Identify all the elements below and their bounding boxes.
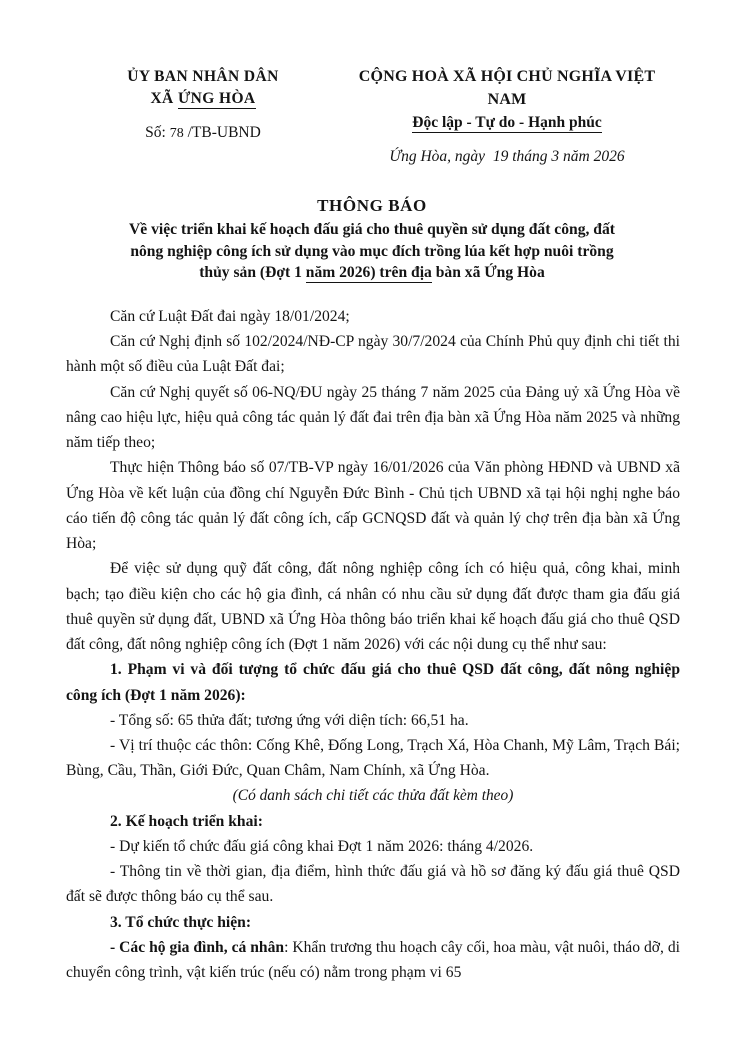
organization-commune-name: ỨNG HÒA bbox=[177, 90, 256, 107]
document-date-value: 19 tháng 3 năm 2026 bbox=[488, 148, 625, 166]
document-subject-line3-underlined: năm 2026) trên địa bbox=[305, 264, 432, 282]
document-subject-line1: Về việc triển khai kế hoạch đấu giá cho thuê quyền sử dụng đất công, đất bbox=[129, 221, 615, 239]
document-type-title: THÔNG BÁO bbox=[317, 196, 427, 216]
section-1-item-total: - Tổng số: 65 thửa đất; tương ứng với diện tích: 66,51 ha. bbox=[110, 711, 469, 729]
national-title: CỘNG HOÀ XÃ HỘI CHỦ NGHĨA VIỆT NAM bbox=[358, 68, 656, 108]
section-1-heading: 1. Phạm vi và đối tượng tổ chức đấu giá cho thuê QSD đất công, đất nông nghiệp công ích (Đợt 1 năm 2026): bbox=[66, 661, 680, 704]
section-2-item-schedule: - Dự kiến tổ chức đấu giá công khai Đợt 1 năm 2026: tháng 4/2026. bbox=[110, 837, 534, 855]
section-1-attachment-note: (Có danh sách chi tiết các thửa đất kèm theo) bbox=[232, 786, 514, 804]
document-number bbox=[68, 124, 338, 142]
legal-basis-paragraph-3: Căn cứ Nghị quyết số 06-NQ/ĐU ngày 25 tháng 7 năm 2025 của Đảng uỷ xã Ứng Hòa về nâng cao hiệu lực, hiệu quả công tác quản lý đất đai trên địa bàn xã Ứng Hòa năm 2025 và những năm tiếp theo; bbox=[66, 383, 680, 452]
section-3-item-households-text: : Khẩn trương thu hoạch cây cối, hoa màu, vật nuôi, tháo dỡ, di chuyển công trình, vật kiến trúc (nếu có) nằm trong phạm vi 65 bbox=[66, 938, 680, 982]
document-subject-line3-post: bàn xã Ứng Hòa bbox=[431, 264, 545, 282]
document-number-label: Số: bbox=[145, 124, 170, 141]
legal-basis-paragraph-1: Căn cứ Luật Đất đai ngày 18/01/2024; bbox=[110, 307, 350, 325]
document-number-value: 78 bbox=[169, 126, 184, 141]
document-number-suffix: /TB-UBND bbox=[183, 124, 261, 141]
purpose-paragraph: Để việc sử dụng quỹ đất công, đất nông nghiệp công ích có hiệu quả, công khai, minh bạch; tạo điều kiện cho các hộ gia đình, cá nhân có nhu cầu sử dụng đất được tham gia đấu giá thuê quyền sử dụng đất, UBND xã Ứng Hòa thông báo triển khai kế hoạch đấu giá cho thuê QSD đất công, đất nông nghiệp công ích (Đợt 1 năm 2026) với các nội dung cụ thể như sau: bbox=[66, 560, 680, 654]
issuing-authority-block bbox=[62, 66, 338, 142]
document-header bbox=[62, 66, 682, 166]
section-2-heading: 2. Kế hoạch triển khai: bbox=[110, 812, 263, 830]
organization-name-line1: ỦY BAN NHÂN DÂN bbox=[127, 68, 279, 85]
document-title-block bbox=[62, 196, 682, 284]
section-2-item-info: - Thông tin về thời gian, địa điểm, hình thức đấu giá và hồ sơ đăng ký đấu giá thuê QSD đất sẽ được thông báo cụ thể sau. bbox=[66, 863, 680, 906]
organization-prefix: XÃ bbox=[150, 90, 178, 107]
national-motto-text: Độc lập - Tự do - Hạnh phúc bbox=[412, 114, 602, 132]
national-motto bbox=[338, 112, 676, 134]
legal-basis-paragraph-4: Thực hiện Thông báo số 07/TB-VP ngày 16/01/2026 của Văn phòng HĐND và UBND xã Ứng Hòa về kết luận của đồng chí Nguyễn Đức Bình - Chủ tịch UBND xã tại hội nghị nghe báo cáo tiến độ công tác quản lý đất công ích, cấp GCNQSD đất và quản lý chợ trên địa bàn xã Ứng Hòa; bbox=[66, 459, 680, 553]
document-subject-line2: nông nghiệp công ích sử dụng vào mục đích trồng lúa kết hợp nuôi trồng bbox=[130, 242, 614, 260]
organization-name-line2 bbox=[68, 88, 338, 110]
section-3-heading: 3. Tổ chức thực hiện: bbox=[110, 913, 252, 931]
section-3-item-households-label: - Các hộ gia đình, cá nhân bbox=[110, 938, 285, 956]
national-heading-block bbox=[338, 66, 682, 166]
legal-basis-paragraph-2: Căn cứ Nghị định số 102/2024/NĐ-CP ngày 30/7/2024 của Chính Phủ quy định chi tiết thi hành một số điều của Luật Đất đai; bbox=[66, 333, 680, 376]
document-body bbox=[62, 304, 682, 985]
document-date bbox=[338, 148, 676, 166]
section-1-item-locations: - Vị trí thuộc các thôn: Cống Khê, Đống Long, Trạch Xá, Hòa Chanh, Mỹ Lâm, Trạch Bái; Bùng, Cầu, Thần, Giới Đức, Quan Châm, Nam Chính, xã Ứng Hòa. bbox=[66, 737, 680, 780]
section-3-item-households bbox=[66, 935, 680, 986]
document-date-place: Ứng Hòa, ngày bbox=[389, 148, 489, 166]
document-subject-line3-pre: thủy sản (Đợt 1 bbox=[199, 264, 306, 282]
document-subject bbox=[62, 219, 682, 284]
